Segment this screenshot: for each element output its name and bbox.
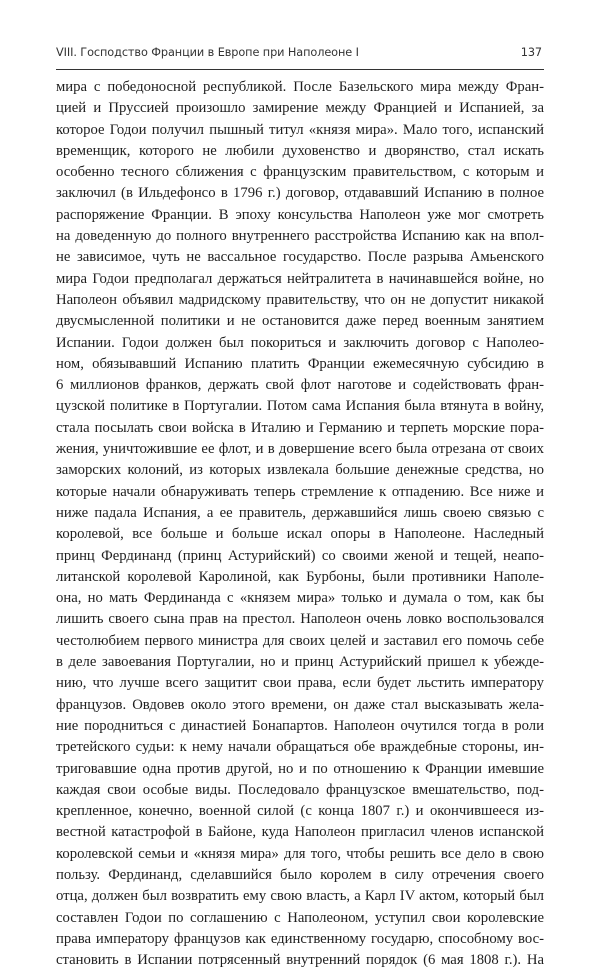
text-line: королевской семьи и «князя мира» для того, чтобы решить все дело в свою	[56, 845, 544, 862]
text-line: литанской королевой Каролиной, как Бурбоны, были противники Наполе-	[56, 568, 544, 585]
text-line: отца, должен был возвратить ему свою власть, а Карл IV актом, который был	[56, 888, 544, 905]
text-line: ние породниться с династией Бонапартов. Наполеон очутился тогда в роли	[56, 717, 544, 734]
text-line: нию, что лучше всего защитит свои права, если будет льстить императору	[56, 675, 544, 692]
text-line: цузской политике в Португалии. Потом сама Испания была втянута в войну,	[56, 398, 544, 415]
text-line: стала посылать свои войска в Италию и Германию и терпеть морские пора-	[56, 419, 544, 436]
text-line: мира с победоносной республикой. После Базельского мира между Фран-	[56, 79, 544, 95]
text-line: Испании. Годои должен был покориться и заключить договор с Наполео-	[56, 334, 544, 351]
text-line: цией и Пруссией произошло замирение между Францией и Испанией, за	[56, 100, 544, 117]
text-line: которые начали обнаруживать теперь стремление к отпадению. Все ниже и	[56, 483, 544, 500]
text-line: ниже падала Испания, а ее правитель, державшийся лишь своею связью с	[56, 504, 544, 521]
text-line: жения, уничтожившие ее флот, и в довершение всего была отрезана от своих	[56, 441, 544, 458]
text-line: в деле завоевания Португалии, но и принц Астурийский пришел к убежде-	[56, 654, 544, 671]
text-line: мира Годои предполагал держаться нейтралитета в начинавшейся войне, но	[56, 270, 544, 287]
text-line: королевой, все больше и больше искал опоры в Наполеоне. Наследный	[56, 526, 544, 543]
text-line: честолюбием первого министра для своих целей и заставил его помочь себе	[56, 632, 544, 649]
text-line: временщик, которого не любили духовенство и дворянство, стал искать	[56, 142, 544, 159]
text-line: триговавшие одна против другой, но и по отношению к Франции имевшие	[56, 760, 544, 777]
text-line: которое Годои получил пышный титул «князя мира». Мало того, испанский	[56, 121, 544, 138]
text-line: 6 миллионов франков, держать свой флот наготове и содействовать фран-	[56, 377, 544, 394]
running-header	[56, 46, 544, 64]
body-text	[56, 77, 544, 971]
text-line: вестной катастрофой в Байоне, куда Наполеон пригласил членов испанской	[56, 824, 544, 841]
text-line: не зависимое, чуть не вассальное государство. После разрыва Амьенского	[56, 249, 544, 266]
header-rule	[56, 69, 544, 70]
chapter-title: VIII. Господство Франции в Европе при Наполеоне I	[56, 46, 359, 59]
text-line: двусмысленной политики и не остановится даже перед военным занятием	[56, 313, 544, 330]
text-line: на доведенную до полного внутреннего расстройства Испанию как на впол-	[56, 228, 544, 245]
text-line: заключил (в Ильдефонсо в 1796 г.) договор, отдававший Испанию в полное	[56, 185, 544, 202]
text-line: лишить своего сына прав на престол. Наполеон очень ловко воспользовался	[56, 611, 544, 628]
text-line: Наполеон объявил мадридскому правительству, что он не допустит никакой	[56, 291, 544, 308]
page-number: 137	[520, 46, 542, 59]
text-line: распоряжение Франции. В эпоху консульства Наполеон уже мог смотреть	[56, 206, 544, 223]
text-line: заморских колоний, из которых извлекала большие денежные средства, но	[56, 462, 544, 479]
text-line: особенно тесного сближения с французским правительством, с которым и	[56, 164, 544, 181]
text-line: составлен Годои по соглашению с Наполеоном, уступил свои королевские	[56, 909, 544, 926]
text-line: становить в Испании потрясенный внутренний порядок (6 мая 1808 г.). На	[56, 952, 544, 969]
text-line: третейского судьи: к нему начали обращаться обе враждебные стороны, ин-	[56, 739, 544, 756]
text-line: ном, обязывавший Испанию платить Франции ежемесячную субсидию в	[56, 355, 544, 372]
text-line: принц Фердинанд (принц Астурийский) со своими женой и тещей, неапо-	[56, 547, 544, 564]
text-line: каждая свои особые виды. Последовало французское вмешательство, под-	[56, 781, 544, 798]
text-line: крепленное, конечно, военной силой (с конца 1807 г.) и окончившееся из-	[56, 803, 544, 820]
text-line: французов. Овдовев около этого времени, он даже стал высказывать жела-	[56, 696, 544, 713]
text-line: права императору французов как единственному государю, способному вос-	[56, 930, 544, 947]
text-line: она, но мать Фердинанда с «князем мира» только и думала о том, как бы	[56, 590, 544, 607]
text-line: пользу. Фердинанд, сделавшийся было королем в силу отречения своего	[56, 866, 544, 883]
